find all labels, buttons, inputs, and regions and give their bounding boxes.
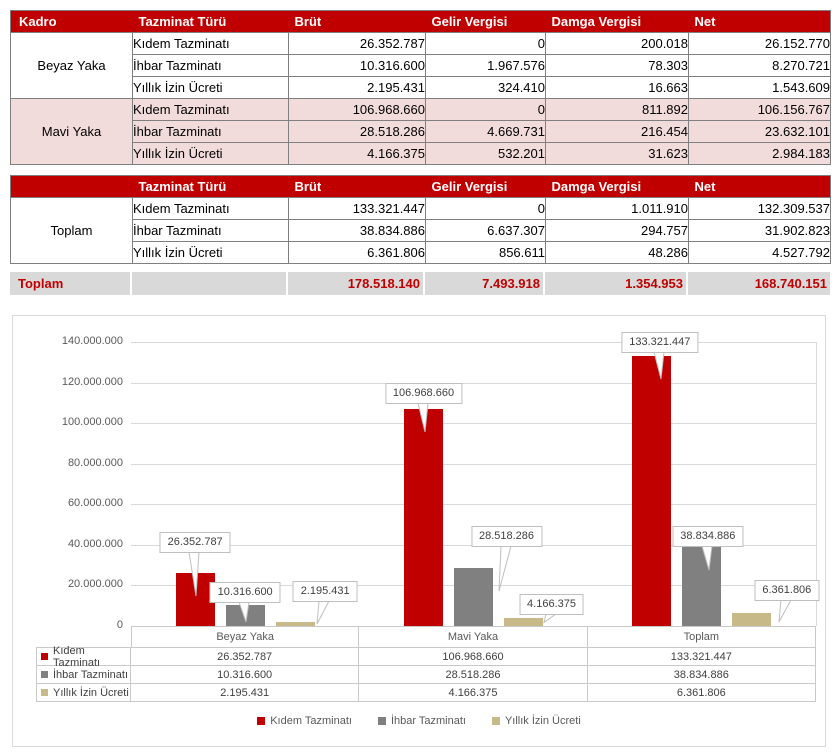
callout-pointer (698, 546, 718, 572)
compensation-bar-chart (12, 315, 826, 747)
column-header-net: Net (689, 11, 831, 33)
net-cell: 4.527.792 (689, 242, 831, 264)
compensation-table-by-kadro (10, 10, 831, 165)
series-key-cell (36, 684, 131, 702)
type-cell: Kıdem Tazminatı (133, 198, 289, 220)
net-cell: 1.543.609 (689, 77, 831, 99)
table-row (11, 242, 831, 264)
damga-cell: 294.757 (546, 220, 689, 242)
legend-swatch (257, 717, 265, 725)
data-table-value: 106.968.660 (359, 648, 587, 666)
brut-cell: 6.361.806 (289, 242, 426, 264)
damga-cell: 31.623 (546, 143, 689, 165)
table-row (11, 143, 831, 165)
grand-total-label: Toplam (10, 272, 132, 295)
gelir-cell: 6.637.307 (426, 220, 546, 242)
column-header-damga: Damga Vergisi (546, 176, 689, 198)
gelir-cell: 324.410 (426, 77, 546, 99)
column-header-brut: Brüt (289, 176, 426, 198)
callout-pointer (315, 601, 335, 626)
column-header-type: Tazminat Türü (133, 11, 289, 33)
legend-swatch (492, 717, 500, 725)
chart-bar (404, 409, 443, 626)
y-axis-label: 0 (116, 619, 123, 631)
callout-pointer (497, 546, 517, 593)
type-cell: Yıllık İzin Ücreti (133, 77, 289, 99)
grand-total-gelir: 7.493.918 (425, 272, 545, 295)
callout-pointer (650, 352, 670, 381)
brut-cell: 2.195.431 (289, 77, 426, 99)
series-key-label: Kıdem Tazminatı (53, 644, 101, 669)
gridline (131, 464, 816, 465)
type-cell: İhbar Tazminatı (133, 220, 289, 242)
brut-cell: 26.352.787 (289, 33, 426, 55)
data-label-callout: 6.361.806 (754, 580, 819, 601)
table-row (11, 99, 831, 121)
net-cell: 2.984.183 (689, 143, 831, 165)
damga-cell: 16.663 (546, 77, 689, 99)
category-header: Beyaz Yaka (131, 626, 359, 648)
column-header-blank (11, 176, 133, 198)
data-table-value: 10.316.600 (131, 666, 359, 684)
net-cell: 8.270.721 (689, 55, 831, 77)
series-key-label: Yıllık İzin Ücreti (53, 686, 129, 699)
data-table-value: 2.195.431 (131, 684, 359, 702)
brut-cell: 38.834.886 (289, 220, 426, 242)
damga-cell: 48.286 (546, 242, 689, 264)
gelir-cell: 856.611 (426, 242, 546, 264)
data-table-value: 6.361.806 (588, 684, 816, 702)
legend-item (492, 715, 581, 727)
series-key-swatch (41, 653, 48, 660)
gelir-cell: 0 (426, 99, 546, 121)
legend-item (378, 715, 466, 727)
chart-bar (504, 618, 543, 626)
gelir-cell: 1.967.576 (426, 55, 546, 77)
table-header-row (11, 176, 831, 198)
y-axis-label: 40.000.000 (67, 537, 123, 550)
table-row (11, 77, 831, 99)
gelir-cell: 0 (426, 198, 546, 220)
net-cell: 132.309.537 (689, 198, 831, 220)
column-header-kadro: Kadro (11, 11, 133, 33)
column-header-type: Tazminat Türü (133, 176, 289, 198)
data-label-callout: 10.316.600 (210, 582, 281, 603)
totals-breakdown-table (10, 175, 831, 264)
type-cell: Yıllık İzin Ücreti (133, 242, 289, 264)
category-header: Toplam (588, 626, 816, 648)
chart-bar (732, 613, 771, 626)
type-cell: Yıllık İzin Ücreti (133, 143, 289, 165)
callout-pointer (542, 614, 562, 624)
column-header-brut: Brüt (289, 11, 426, 33)
legend-item (257, 715, 352, 727)
grand-total-net: 168.740.151 (688, 272, 830, 295)
brut-cell: 28.518.286 (289, 121, 426, 143)
data-label-callout: 38.834.886 (672, 526, 743, 547)
y-axis-label: 60.000.000 (67, 497, 123, 510)
type-cell: İhbar Tazminatı (133, 121, 289, 143)
series-key-cell (36, 666, 131, 684)
type-cell: Kıdem Tazminatı (133, 33, 289, 55)
legend-label: Kıdem Tazminatı (270, 715, 352, 727)
data-table-value: 4.166.375 (359, 684, 587, 702)
table-row (11, 198, 831, 220)
data-label-callout: 4.166.375 (519, 594, 584, 615)
data-label-callout: 26.352.787 (160, 532, 231, 553)
column-header-damga: Damga Vergisi (546, 11, 689, 33)
category-header: Mavi Yaka (359, 626, 587, 648)
type-cell: Kıdem Tazminatı (133, 99, 289, 121)
column-header-net: Net (689, 176, 831, 198)
table-row (11, 55, 831, 77)
chart-bar (276, 622, 315, 626)
brut-cell: 133.321.447 (289, 198, 426, 220)
grand-total-row (10, 272, 830, 295)
net-cell: 26.152.770 (689, 33, 831, 55)
grand-total-brut: 178.518.140 (288, 272, 425, 295)
callout-pointer (235, 602, 255, 624)
series-key-swatch (41, 689, 48, 696)
y-axis-label: 140.000.000 (61, 335, 123, 347)
y-axis-label: 120.000.000 (61, 375, 123, 388)
series-key-swatch (41, 671, 48, 678)
gelir-cell: 532.201 (426, 143, 546, 165)
column-header-gelir: Gelir Vergisi (426, 11, 546, 33)
damga-cell: 216.454 (546, 121, 689, 143)
table-row (11, 220, 831, 242)
damga-cell: 811.892 (546, 99, 689, 121)
callout-pointer (414, 403, 434, 434)
gridline (131, 504, 816, 505)
chart-data-table (36, 626, 816, 702)
data-table-value: 28.518.286 (359, 666, 587, 684)
net-cell: 31.902.823 (689, 220, 831, 242)
series-key-cell (36, 644, 131, 669)
table-row (11, 121, 831, 143)
brut-cell: 4.166.375 (289, 143, 426, 165)
kadro-label: Beyaz Yaka (11, 33, 133, 99)
y-axis-label: 100.000.000 (61, 416, 123, 429)
chart-bar (454, 568, 493, 626)
table-header-row (11, 11, 831, 33)
data-label-callout: 28.518.286 (471, 526, 542, 547)
gridline (131, 423, 816, 424)
data-table-value: 26.352.787 (131, 648, 359, 666)
data-label-callout: 133.321.447 (621, 332, 698, 353)
net-cell: 106.156.767 (689, 99, 831, 121)
damga-cell: 200.018 (546, 33, 689, 55)
gridline (131, 383, 816, 384)
grand-total-spacer (132, 272, 288, 295)
kadro-label: Toplam (11, 198, 133, 264)
gridline (131, 342, 816, 343)
brut-cell: 10.316.600 (289, 55, 426, 77)
gelir-cell: 0 (426, 33, 546, 55)
data-label-callout: 106.968.660 (385, 383, 462, 404)
grand-total-damga: 1.354.953 (545, 272, 688, 295)
legend-swatch (378, 717, 386, 725)
type-cell: İhbar Tazminatı (133, 55, 289, 77)
data-table-value: 133.321.447 (588, 648, 816, 666)
callout-pointer (185, 552, 205, 598)
chart-bar (632, 356, 671, 626)
data-table-value: 38.834.886 (588, 666, 816, 684)
brut-cell: 106.968.660 (289, 99, 426, 121)
table-row (11, 33, 831, 55)
damga-cell: 78.303 (546, 55, 689, 77)
data-label-callout: 2.195.431 (293, 581, 358, 602)
legend-label: Yıllık İzin Ücreti (504, 715, 581, 727)
y-axis-label: 20.000.000 (67, 578, 123, 591)
damga-cell: 1.011.910 (546, 198, 689, 220)
gelir-cell: 4.669.731 (426, 121, 546, 143)
net-cell: 23.632.101 (689, 121, 831, 143)
legend-label: İhbar Tazminatı (390, 715, 466, 727)
kadro-label: Mavi Yaka (11, 99, 133, 165)
y-axis-label: 80.000.000 (67, 456, 123, 469)
series-key-label: İhbar Tazminatı (53, 668, 129, 681)
chart-legend (13, 715, 825, 727)
column-header-gelir: Gelir Vergisi (426, 176, 546, 198)
callout-pointer (777, 600, 797, 624)
